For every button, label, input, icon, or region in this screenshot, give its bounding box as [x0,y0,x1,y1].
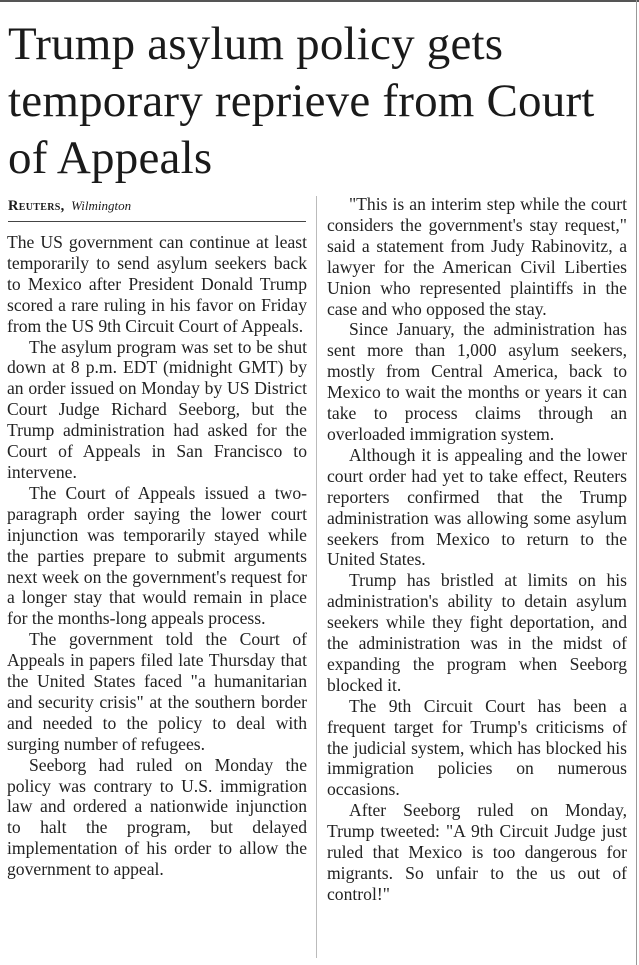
left-column [7,232,307,880]
paragraph: The US government can continue at least temporarily to send asylum seekers back to Mexico after President Donald Trump scored a rare ruling in his favor on Friday from the US 9th Circuit Court of Appeals. [7,232,307,336]
paragraph: After Seeborg ruled on Monday, Trump tweeted: "A 9th Circuit Judge just ruled that Mexico is too dangerous for migrants. So unfair to the us out of control!" [327,800,627,904]
paragraph: Since January, the administration has sent more than 1,000 asylum seekers, mostly from Central America, back to Mexico to wait the months or years it can take to process claims through an overloaded immigration system. [327,319,627,444]
right-border-rule [636,0,637,965]
paragraph: Although it is appealing and the lower court order had yet to take effect, Reuters reporters confirmed that the Trump administration was allowing some asylum seekers from Mexico to return to the United States. [327,444,627,570]
byline [8,196,306,216]
byline-divider [8,221,306,222]
paragraph: Trump has bristled at limits on his administration's ability to detain asylum seekers while they fight deportation, and the administration was in the midst of expanding the program when Seeborg blocked it. [327,570,627,695]
paragraph: "This is an interim step while the court considers the government's stay request," said a statement from Judy Rabinovitz, a lawyer for the American Civil Liberties Union who represented plaintiffs in the case and who opposed the stay. [327,194,627,319]
article-headline: Trump asylum policy gets temporary reprieve from Court of Appeals [8,18,595,184]
paragraph: The Court of Appeals issued a two-paragraph order saying the lower court injunction was temporarily stayed while the parties prepare to submit arguments next week on the government's request for a longer stay that would remain in place for the months-long appeals process. [7,482,307,629]
byline-location: Wilmington [71,198,132,213]
paragraph: The government told the Court of Appeals in papers filed late Thursday that the United States faced "a humanitarian and security crisis" at the southern border and needed to the policy to deal with surging number of refugees. [7,629,307,754]
paragraph: Seeborg had ruled on Monday the policy was contrary to U.S. immigration law and ordered a nationwide injunction to halt the program, but delayed implementation of his order to allow the government to appeal. [7,754,307,880]
right-column [327,194,627,905]
byline-agency: Reuters, [8,198,65,214]
top-border-rule [0,0,639,2]
paragraph: The asylum program was set to be shut down at 8 p.m. EDT (midnight GMT) by an order issued on Monday by US District Court Judge Richard Seeborg, but the Trump administration had asked for the Court of Appeals in San Francisco to intervene. [7,336,307,482]
column-divider [316,196,317,958]
paragraph: The 9th Circuit Court has been a frequent target for Trump's criticisms of the judicial system, which has blocked his immigration policies on numerous occasions. [327,695,627,800]
